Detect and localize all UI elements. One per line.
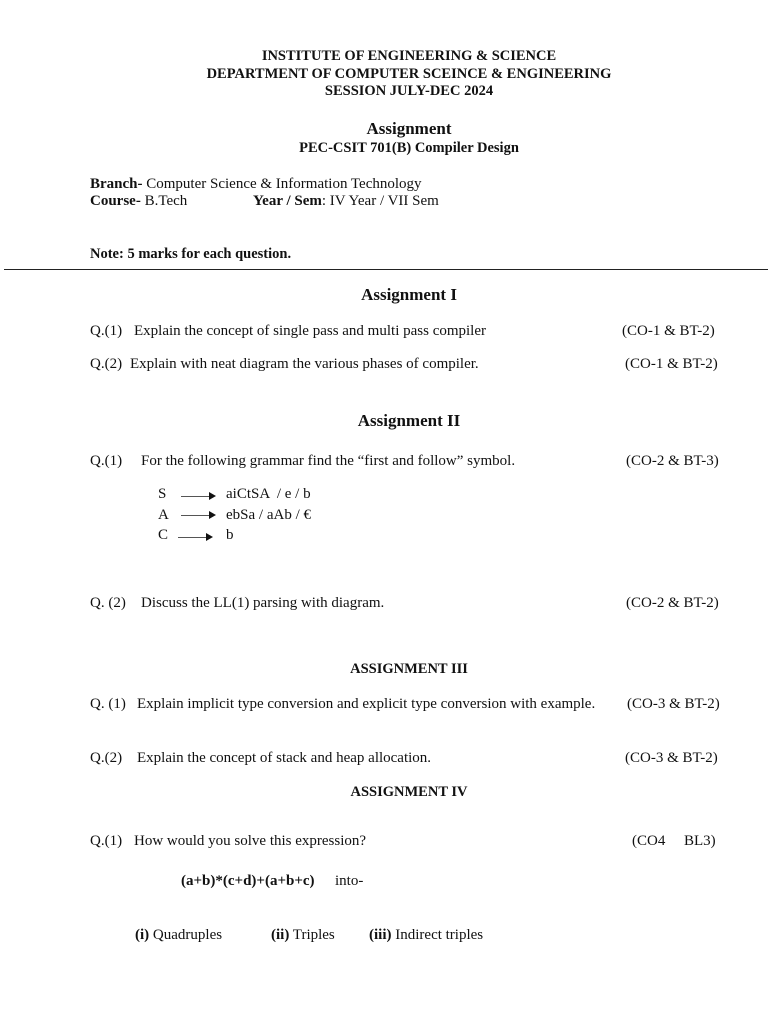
question-number: Q.(2) [90, 750, 123, 766]
grammar-lhs-c: C [158, 527, 169, 543]
question-a3-q1 [90, 696, 730, 716]
grammar-rhs-s: aiCtSA / e / b [226, 486, 311, 502]
question-a2-q1 [90, 453, 730, 473]
question-text: Explain the concept of stack and heap allocation. [137, 750, 432, 766]
course-outcome: (CO-1 & BT-2) [622, 323, 715, 339]
expression: (a+b)*(c+d)+(a+b+c) [181, 873, 315, 889]
course-value: B.Tech [140, 193, 188, 209]
year-sem-value: : IV Year / VII Sem [321, 193, 439, 209]
branch-label: Branch- [90, 176, 143, 192]
question-text: Discuss the LL(1) parsing with diagram. [141, 595, 385, 611]
arrow-icon [178, 533, 213, 541]
arrow-icon [181, 511, 216, 519]
option-triples [271, 927, 335, 944]
course-outcome: (CO-3 & BT-2) [627, 696, 720, 712]
assignment-1-title: Assignment I [361, 285, 457, 304]
option-label: (ii) [271, 927, 290, 943]
question-number: Q.(2) [90, 356, 123, 372]
course-line [90, 193, 187, 210]
question-a1-q1 [90, 323, 730, 343]
department-name: DEPARTMENT OF COMPUTER SCEINCE & ENGINEERING [206, 66, 612, 82]
expression-suffix: into- [335, 873, 364, 889]
option-label: (i) [135, 927, 150, 943]
grammar-rhs-a: ebSa / aAb / € [226, 507, 311, 523]
branch-line [90, 176, 422, 193]
grammar-lhs-s: S [158, 486, 167, 502]
question-a1-q2 [90, 356, 730, 376]
institute-name: INSTITUTE OF ENGINEERING & SCIENCE [261, 48, 557, 64]
option-text: Triples [289, 927, 335, 943]
arrow-icon [181, 492, 216, 500]
option-quadruples [135, 927, 222, 944]
question-number: Q. (1) [90, 696, 126, 712]
option-text: Indirect triples [391, 927, 484, 943]
option-text: Quadruples [149, 927, 223, 943]
course-outcome: (CO-2 & BT-3) [626, 453, 719, 469]
question-text: Explain with neat diagram the various phases of compiler. [130, 356, 479, 372]
course-label: Course- [90, 193, 141, 209]
course-outcome: (CO-2 & BT-2) [626, 595, 719, 611]
question-a2-q2 [90, 595, 730, 615]
question-text: Explain the concept of single pass and multi pass compiler [134, 323, 487, 339]
question-a3-q2 [90, 750, 730, 770]
course-outcome-co: (CO4 [632, 833, 666, 849]
year-sem-line [253, 193, 439, 210]
assignment-2-title: Assignment II [357, 411, 461, 430]
marks-note: Note: 5 marks for each question. [90, 246, 292, 262]
question-number: Q.(1) [90, 453, 123, 469]
course-outcome: (CO-1 & BT-2) [625, 356, 718, 372]
assignment-3-title: ASSIGNMENT III [350, 661, 468, 677]
page-title: Assignment [366, 119, 452, 138]
year-sem-label: Year / Sem [253, 193, 322, 209]
subject-title: PEC-CSIT 701(B) Compiler Design [299, 140, 519, 156]
assignment-4-title: ASSIGNMENT IV [350, 784, 468, 800]
course-outcome-bl: BL3) [684, 833, 716, 849]
question-number: Q.(1) [90, 323, 123, 339]
option-label: (iii) [369, 927, 392, 943]
question-number: Q.(1) [90, 833, 123, 849]
session-label: SESSION JULY-DEC 2024 [324, 83, 494, 99]
course-outcome: (CO-3 & BT-2) [625, 750, 718, 766]
question-a4-q1 [90, 833, 730, 853]
divider [4, 269, 768, 270]
grammar-rhs-c: b [226, 527, 234, 543]
question-number: Q. (2) [90, 595, 126, 611]
question-text: How would you solve this expression? [134, 833, 367, 849]
branch-value: Computer Science & Information Technology [142, 176, 422, 192]
option-indirect-triples [369, 927, 483, 944]
question-text: Explain implicit type conversion and explicit type conversion with example. [137, 696, 596, 712]
grammar-lhs-a: A [158, 507, 169, 523]
question-text: For the following grammar find the “first and follow” symbol. [141, 453, 516, 469]
